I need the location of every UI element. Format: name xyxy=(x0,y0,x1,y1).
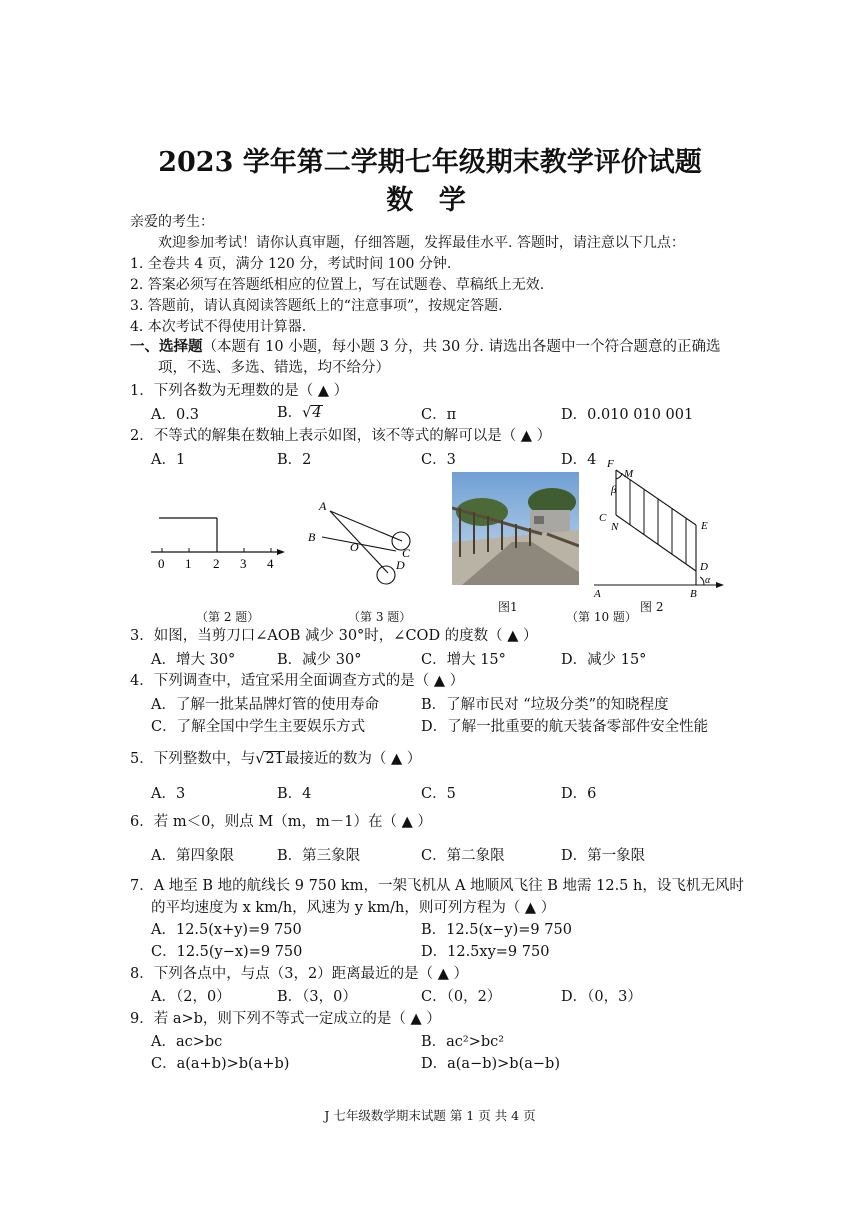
q1-option-b: B．√4 xyxy=(277,405,322,421)
q7-stem-1: 7．A 地至 B 地的航线长 9 750 km，一架飞机从 A 地顺风飞往 B 地需 12.5 h，设飞机无风时 xyxy=(130,878,744,894)
q6-option-a: A．第四象限 xyxy=(151,848,234,864)
label-d: D xyxy=(396,558,405,572)
q2-number-line-figure xyxy=(145,508,290,573)
section-number: 一、 xyxy=(130,338,159,355)
q1-option-c: C．π xyxy=(421,407,457,423)
q10-figure-2 xyxy=(592,455,727,600)
label-e: E xyxy=(701,520,708,532)
q1-option-b-radicand: 4 xyxy=(312,405,322,421)
q5-option-b: B．4 xyxy=(277,786,312,802)
fig1-caption: 图1 xyxy=(498,600,518,614)
q8-option-a: A．（2，0） xyxy=(151,989,231,1005)
q8-stem: 8．下列各点中，与点（3，2）距离最近的是（ ▲ ） xyxy=(130,966,469,982)
q5-radicand: 21 xyxy=(265,751,284,767)
note-2: 2. 答案必须写在答题纸相应的位置上，写在试题卷、草稿纸上无效. xyxy=(130,277,545,293)
q1-option-d: D．0.010 010 001 xyxy=(561,407,694,423)
q3-option-d: D．减少 15° xyxy=(561,652,647,668)
q7-option-b: B．12.5(x−y)=9 750 xyxy=(421,922,572,938)
note-1: 1. 全卷共 4 页，满分 120 分，考试时间 100 分钟. xyxy=(130,256,452,272)
label-m: M xyxy=(624,468,634,480)
section-desc-2: 项，不选、多选、错选，均不给分） xyxy=(158,360,390,376)
q8-option-b: B．（3，0） xyxy=(277,989,357,1005)
section-desc-1: （本题有 10 小题，每小题 3 分，共 30 分. 请选出各题中一个符合题意的正确选 xyxy=(202,339,721,355)
tick-label-1: 1 xyxy=(185,556,192,571)
q7-option-a: A．12.5(x+y)=9 750 xyxy=(151,922,302,938)
q2-caption: （第 2 题） xyxy=(196,610,260,624)
tick-label-2: 2 xyxy=(213,556,220,571)
note-3: 3. 答题前，请认真阅读答题纸上的“注意事项”，按规定答题. xyxy=(130,298,503,314)
q3-option-b: B．减少 30° xyxy=(277,652,362,668)
q6-stem: 6．若 m＜0，则点 M（m，m－1）在（ ▲ ） xyxy=(130,814,432,830)
q8-option-d: D．（0，3） xyxy=(561,989,642,1005)
q6-option-c: C．第二象限 xyxy=(421,848,505,864)
q4-option-b: B．了解市民对 “垃圾分类”的知晓程度 xyxy=(421,697,669,713)
label-f: F xyxy=(607,458,614,470)
q3-option-c: C．增大 15° xyxy=(421,652,506,668)
label-b: B xyxy=(690,588,697,600)
q9-option-a: A．ac>bc xyxy=(151,1034,223,1050)
label-b: B xyxy=(308,530,316,544)
q2-option-a: A．1 xyxy=(151,452,186,468)
tick-label-0: 0 xyxy=(158,556,165,571)
q1-stem: 1．下列各数为无理数的是（ ▲ ） xyxy=(130,383,349,399)
q3-option-a: A．增大 30° xyxy=(151,652,236,668)
q10-caption: （第 10 题） xyxy=(566,610,637,624)
label-alpha: α xyxy=(705,575,711,586)
q7-stem-2: 的平均速度为 x km/h，风速为 y km/h，则可列方程为（ ▲ ） xyxy=(151,900,556,916)
note-4: 4. 本次考试不得使用计算器. xyxy=(130,319,307,335)
q8-option-c: C．（0，2） xyxy=(421,989,502,1005)
label-o: O xyxy=(350,540,359,554)
q5-stem: 5．下列整数中，与√21最接近的数为（ ▲ ） xyxy=(130,751,422,767)
subject-title: 数 学 xyxy=(386,185,474,216)
exam-title: 2023 学年第二学期七年级期末教学评价试题 xyxy=(158,147,702,178)
label-c: C xyxy=(402,546,411,560)
bridge-photo xyxy=(452,472,579,585)
q1-option-b-label: B． xyxy=(277,405,303,421)
q9-option-c: C．a(a+b)>b(a+b) xyxy=(151,1056,290,1072)
q5-stem-pre: 5．下列整数中，与 xyxy=(130,751,256,767)
page-footer: J 七年级数学期末试题 第 1 页 共 4 页 xyxy=(324,1108,536,1123)
q3-scissors-figure xyxy=(300,495,430,590)
label-d: D xyxy=(700,561,708,573)
section-heading xyxy=(130,335,721,356)
q5-option-d: D．6 xyxy=(561,786,597,802)
label-a: A xyxy=(319,499,327,513)
q9-option-d: D．a(a−b)>b(a−b) xyxy=(421,1056,560,1072)
q7-option-c: C．12.5(y−x)=9 750 xyxy=(151,944,303,960)
tick-label-3: 3 xyxy=(240,556,247,571)
q2-option-b: B．2 xyxy=(277,452,312,468)
q3-stem: 3．如图，当剪刀口∠AOB 减少 30°时，∠COD 的度数（ ▲ ） xyxy=(130,628,538,644)
q2-option-d: D．4 xyxy=(561,452,597,468)
greeting: 亲爱的考生： xyxy=(130,214,214,230)
q4-option-c: C．了解全国中学生主要娱乐方式 xyxy=(151,719,366,735)
q1-option-a: A．0.3 xyxy=(151,407,200,423)
q2-option-c: C．3 xyxy=(421,452,456,468)
q5-option-c: C．5 xyxy=(421,786,456,802)
q7-option-d: D．12.5xy=9 750 xyxy=(421,944,550,960)
q9-stem: 9．若 a>b，则下列不等式一定成立的是（ ▲ ） xyxy=(130,1011,441,1027)
q6-option-d: D．第一象限 xyxy=(561,848,646,864)
q3-caption: （第 3 题） xyxy=(348,610,412,624)
label-beta: β xyxy=(611,484,617,496)
tick-label-4: 4 xyxy=(267,556,274,571)
welcome-text: 欢迎参加考试！请你认真审题，仔细答题，发挥最佳水平. 答题时，请注意以下几点： xyxy=(158,235,685,251)
q5-stem-post: 最接近的数为（ ▲ ） xyxy=(284,751,422,767)
q4-option-a: A．了解一批某品牌灯管的使用寿命 xyxy=(151,697,379,713)
q2-stem: 2．不等式的解集在数轴上表示如图，该不等式的解可以是（ ▲ ） xyxy=(130,428,552,444)
q4-stem: 4．下列调查中，适宜采用全面调查方式的是（ ▲ ） xyxy=(130,673,465,689)
label-c: C xyxy=(599,512,607,524)
q9-option-b: B．ac²>bc² xyxy=(421,1034,505,1050)
label-n: N xyxy=(611,521,619,533)
q5-option-a: A．3 xyxy=(151,786,186,802)
section-name: 选择题 xyxy=(159,338,203,355)
label-a: A xyxy=(594,588,601,600)
q4-option-d: D．了解一批重要的航天装备零部件安全性能 xyxy=(421,719,709,735)
q6-option-b: B．第三象限 xyxy=(277,848,361,864)
fig2-caption: 图 2 xyxy=(640,600,664,614)
